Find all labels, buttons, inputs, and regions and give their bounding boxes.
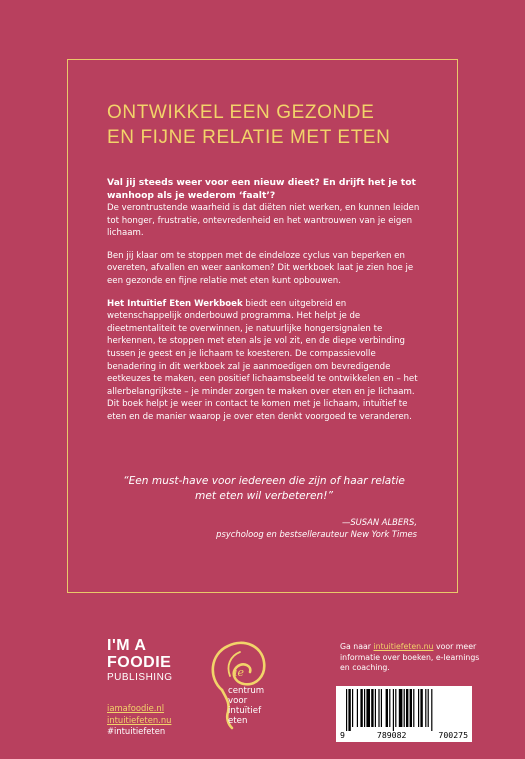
barcode-bar (413, 689, 414, 727)
barcode-bar (395, 689, 396, 727)
endorsement-attribution (120, 516, 417, 540)
barcode-bar (364, 689, 365, 727)
blurb (107, 176, 422, 434)
barcode-bar (375, 689, 376, 727)
barcode-digit-3: 700275 (438, 730, 468, 740)
attribution-nyt: New York Times (350, 529, 417, 539)
centrum-line-2: voor (228, 696, 248, 706)
centrum-line-3: intuïtief (228, 706, 262, 716)
barcode-bar (431, 689, 432, 731)
centrum-name (228, 686, 264, 726)
barcode-bar (393, 689, 394, 731)
barcode-bar (406, 689, 408, 727)
barcode-bar (346, 689, 347, 731)
barcode-digit-1: 9 (340, 730, 345, 740)
info-link[interactable]: intuitiefeten.nu (373, 642, 434, 651)
intro-paragraph (107, 176, 422, 240)
endorsement-quote: “Een must-have voor iedereen die zijn of haar relatie met eten wil verbeteren!” (123, 475, 405, 502)
barcode-bars (342, 689, 466, 731)
barcode-bar (360, 689, 362, 727)
info-suffix: voor meer informatie over boeken, e-learnings en coaching. (340, 642, 480, 672)
publisher-line-3: PUBLISHING (107, 672, 173, 683)
paragraph-3-rest: biedt een uitgebreid en wetenschappelijk onderbouwd programma. Het helpt je de dieetmentaliteit te overwinnen, je natuurlijke hongersignalen te herkennen, te stoppen met eten als je vol zit, en de diepe verbinding tussen je geest en je lichaam te koesteren. De compassievolle benadering in dit werkboek zal je aanmoedigen om bevredigende eetkeuzes te maken, een positief lichaamsbeeld te ontwikkelen en – het allerbelangrijkste – je minder zorgen te maken over eten en je lichaam. Dit boek helpt je weer in contact te komen met je lichaam, intuïtief te eten en de manier waarop je over eten denkt voorgoed te veranderen. (107, 298, 418, 422)
barcode-digit-2: 789082 (376, 730, 407, 740)
publisher-logo (107, 637, 197, 685)
hashtag: #intuitiefeten (107, 726, 166, 736)
barcode-bar (381, 689, 382, 727)
intro-body: De verontrustende waarheid is dat diëten niet werken, en kunnen leiden tot honger, frustratie, ontevredenheid en het wantrouwen van je eigen lichaam. (107, 203, 420, 239)
barcode-bar (366, 689, 370, 727)
barcode-bar (348, 689, 350, 731)
barcode-bar (389, 689, 390, 727)
barcode-bar (371, 689, 373, 727)
barcode-bar (378, 689, 379, 727)
centrum-line-4: eten (228, 716, 248, 726)
paragraph-2: Ben jij klaar om te stoppen met de eindeloze cyclus van beperken en overeten, afvallen en weer aankomen? Dit werkboek laat je zien hoe je een gezonde en fijne relatie met eten kunt opbouwen. (107, 250, 414, 286)
attribution-role: psycholoog en bestsellerauteur (216, 529, 351, 539)
barcode-bar (425, 689, 426, 727)
link-intuitiefeten[interactable]: intuitiefeten.nu (107, 714, 172, 725)
barcode-bar (404, 689, 405, 727)
barcode-bar (352, 689, 353, 727)
barcode-bar (357, 689, 358, 727)
paragraph-3 (107, 298, 422, 424)
link-iamafoodie[interactable]: iamafoodie.nl (107, 703, 165, 713)
info-note (340, 642, 480, 674)
barcode-digits (340, 730, 468, 740)
info-prefix: Ga naar (340, 642, 374, 651)
headline (107, 100, 427, 150)
barcode-bar (428, 689, 429, 727)
publisher-line-2: FOODIE (107, 654, 172, 671)
headline-line-2: EN FIJNE RELATIE MET ETEN (107, 127, 391, 148)
publisher-line-1: I'M A (107, 637, 147, 654)
centrum-mark: ie (234, 666, 245, 679)
headline-line-1: ONTWIKKEL EEN GEZONDE (107, 102, 375, 123)
barcode-bar (399, 689, 403, 727)
barcode-bar (420, 689, 422, 727)
barcode-bar (418, 689, 419, 727)
barcode-bar (386, 689, 388, 727)
book-title-inline: Het Intuïtief Eten Werkboek (107, 298, 243, 309)
barcode-bar (410, 689, 412, 727)
barcode (336, 686, 472, 742)
publisher-links (107, 703, 171, 738)
attribution-name: —SUSAN ALBERS, (341, 517, 417, 527)
attribution-role-line (120, 528, 417, 540)
centrum-line-1: centrum (228, 686, 265, 696)
intro-question: Val jij steeds weer voor een nieuw dieet? En drijft het je tot wanhoop als je wederom ‘faalt’? (107, 177, 416, 201)
